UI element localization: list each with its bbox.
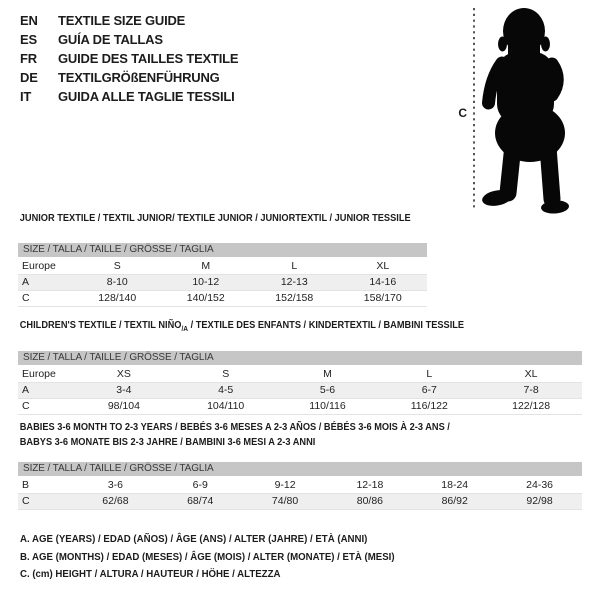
- language-row-es: [20, 30, 238, 49]
- size-header-bar: SIZE / TALLA / TAILLE / GRÖSSE / TAGLIA: [18, 243, 427, 257]
- row-label-cell: Europe: [18, 259, 73, 275]
- row-label-cell: A: [18, 275, 73, 291]
- size-cell: L: [378, 367, 480, 383]
- size-cell: 18-24: [412, 478, 497, 494]
- size-cell: 92/98: [497, 494, 582, 510]
- table-row-age: [18, 275, 427, 291]
- size-cell: 12-13: [250, 275, 339, 291]
- babies-table-title-line2: BABYS 3-6 MONATE BIS 2-3 JAHRE / BAMBINI 3-6 MESI A 2-3 ANNI: [19, 436, 316, 448]
- row-label-cell: B: [18, 478, 73, 494]
- baby-silhouette-figure: [440, 0, 600, 222]
- size-cell: 5-6: [277, 383, 379, 399]
- footnote-legend: [20, 531, 395, 584]
- language-code: ES: [20, 32, 37, 47]
- babies-size-table: [18, 478, 582, 510]
- childrens-size-table: [18, 367, 582, 415]
- table-row-height: [18, 494, 582, 510]
- babies-table-title-line1: BABIES 3-6 MONTH TO 2-3 YEARS / BEBÉS 3-6 MESES A 2-3 AÑOS / BÉBÉS 3-6 MOIS À 2-3 ANS /: [19, 421, 450, 433]
- size-cell: 14-16: [339, 275, 428, 291]
- language-title: GUÍA DE TALLAS: [58, 32, 163, 47]
- size-cell: 6-7: [378, 383, 480, 399]
- size-cell: 128/140: [73, 291, 162, 307]
- size-cell: 62/68: [73, 494, 158, 510]
- size-cell: XS: [73, 367, 175, 383]
- size-cell: 158/170: [339, 291, 428, 307]
- footnote-age-years: A. AGE (YEARS) / EDAD (AÑOS) / ÂGE (ANS) / ALTER (JAHRE) / ETÀ (ANNI): [20, 533, 368, 545]
- size-cell: 116/122: [378, 399, 480, 415]
- size-header-bar: SIZE / TALLA / TAILLE / GRÖSSE / TAGLIA: [18, 351, 582, 365]
- size-cell: 9-12: [243, 478, 328, 494]
- size-header-bar: SIZE / TALLA / TAILLE / GRÖSSE / TAGLIA: [18, 462, 582, 476]
- size-cell: 24-36: [497, 478, 582, 494]
- title-subscript: /A: [181, 324, 189, 334]
- language-row-it: [20, 87, 238, 106]
- size-cell: XL: [339, 259, 428, 275]
- language-row-en: [20, 11, 238, 30]
- language-code: EN: [20, 13, 38, 28]
- table-row-europe: [18, 259, 427, 275]
- size-cell: 104/110: [175, 399, 277, 415]
- language-code: DE: [20, 70, 38, 85]
- height-measure-label: C: [458, 106, 467, 120]
- size-cell: 140/152: [162, 291, 251, 307]
- row-label-cell: A: [18, 383, 73, 399]
- language-guide-list: [20, 11, 238, 106]
- junior-table-title: JUNIOR TEXTILE / TEXTIL JUNIOR/ TEXTILE JUNIOR / JUNIORTEXTIL / JUNIOR TESSILE: [19, 212, 411, 224]
- language-row-de: [20, 68, 238, 87]
- size-cell: 4-5: [175, 383, 277, 399]
- childrens-textile-section: [18, 318, 582, 415]
- size-cell: S: [175, 367, 277, 383]
- table-row-age-months: [18, 478, 582, 494]
- size-cell: 98/104: [73, 399, 175, 415]
- language-title: GUIDA ALLE TAGLIE TESSILI: [58, 89, 235, 104]
- row-label-cell: C: [18, 399, 73, 415]
- language-row-fr: [20, 49, 238, 68]
- size-cell: 3-4: [73, 383, 175, 399]
- footnote-height: C. (cm) HEIGHT / ALTURA / HAUTEUR / HÖHE / ALTEZZA: [20, 568, 281, 580]
- title-text: CHILDREN'S TEXTILE / TEXTIL NIÑO: [19, 319, 182, 331]
- size-cell: 74/80: [243, 494, 328, 510]
- title-text: / TEXTILE DES ENFANTS / KINDERTEXTIL / BAMBINI TESSILE: [188, 319, 465, 331]
- size-cell: 10-12: [162, 275, 251, 291]
- size-cell: 68/74: [158, 494, 243, 510]
- size-cell: S: [73, 259, 162, 275]
- size-cell: 152/158: [250, 291, 339, 307]
- size-cell: 86/92: [412, 494, 497, 510]
- table-row-height: [18, 399, 582, 415]
- row-label-cell: C: [18, 494, 73, 510]
- size-cell: 6-9: [158, 478, 243, 494]
- size-cell: 12-18: [327, 478, 412, 494]
- size-cell: L: [250, 259, 339, 275]
- row-label-cell: C: [18, 291, 73, 307]
- babies-textile-section: [18, 420, 582, 510]
- table-row-age: [18, 383, 582, 399]
- language-title: TEXTILGRÖßENFÜHRUNG: [58, 70, 220, 85]
- size-cell: 122/128: [480, 399, 582, 415]
- size-cell: 7-8: [480, 383, 582, 399]
- size-cell: 8-10: [73, 275, 162, 291]
- row-label-cell: Europe: [18, 367, 73, 383]
- language-title: GUIDE DES TAILLES TEXTILE: [58, 51, 239, 66]
- junior-textile-section: [18, 211, 427, 307]
- junior-size-table: [18, 259, 427, 307]
- size-cell: XL: [480, 367, 582, 383]
- size-cell: 80/86: [327, 494, 412, 510]
- footnote-age-months: B. AGE (MONTHS) / EDAD (MESES) / ÂGE (MOIS) / ALTER (MONATE) / ETÀ (MESI): [20, 550, 395, 563]
- table-row-europe: [18, 367, 582, 383]
- language-title: TEXTILE SIZE GUIDE: [58, 13, 186, 28]
- language-code: IT: [20, 89, 32, 104]
- size-cell: M: [162, 259, 251, 275]
- childrens-table-title: [18, 318, 514, 336]
- language-code: FR: [20, 51, 37, 66]
- size-cell: M: [277, 367, 379, 383]
- baby-silhouette-shape: [481, 8, 569, 214]
- size-cell: 3-6: [73, 478, 158, 494]
- size-cell: 110/116: [277, 399, 379, 415]
- table-row-height: [18, 291, 427, 307]
